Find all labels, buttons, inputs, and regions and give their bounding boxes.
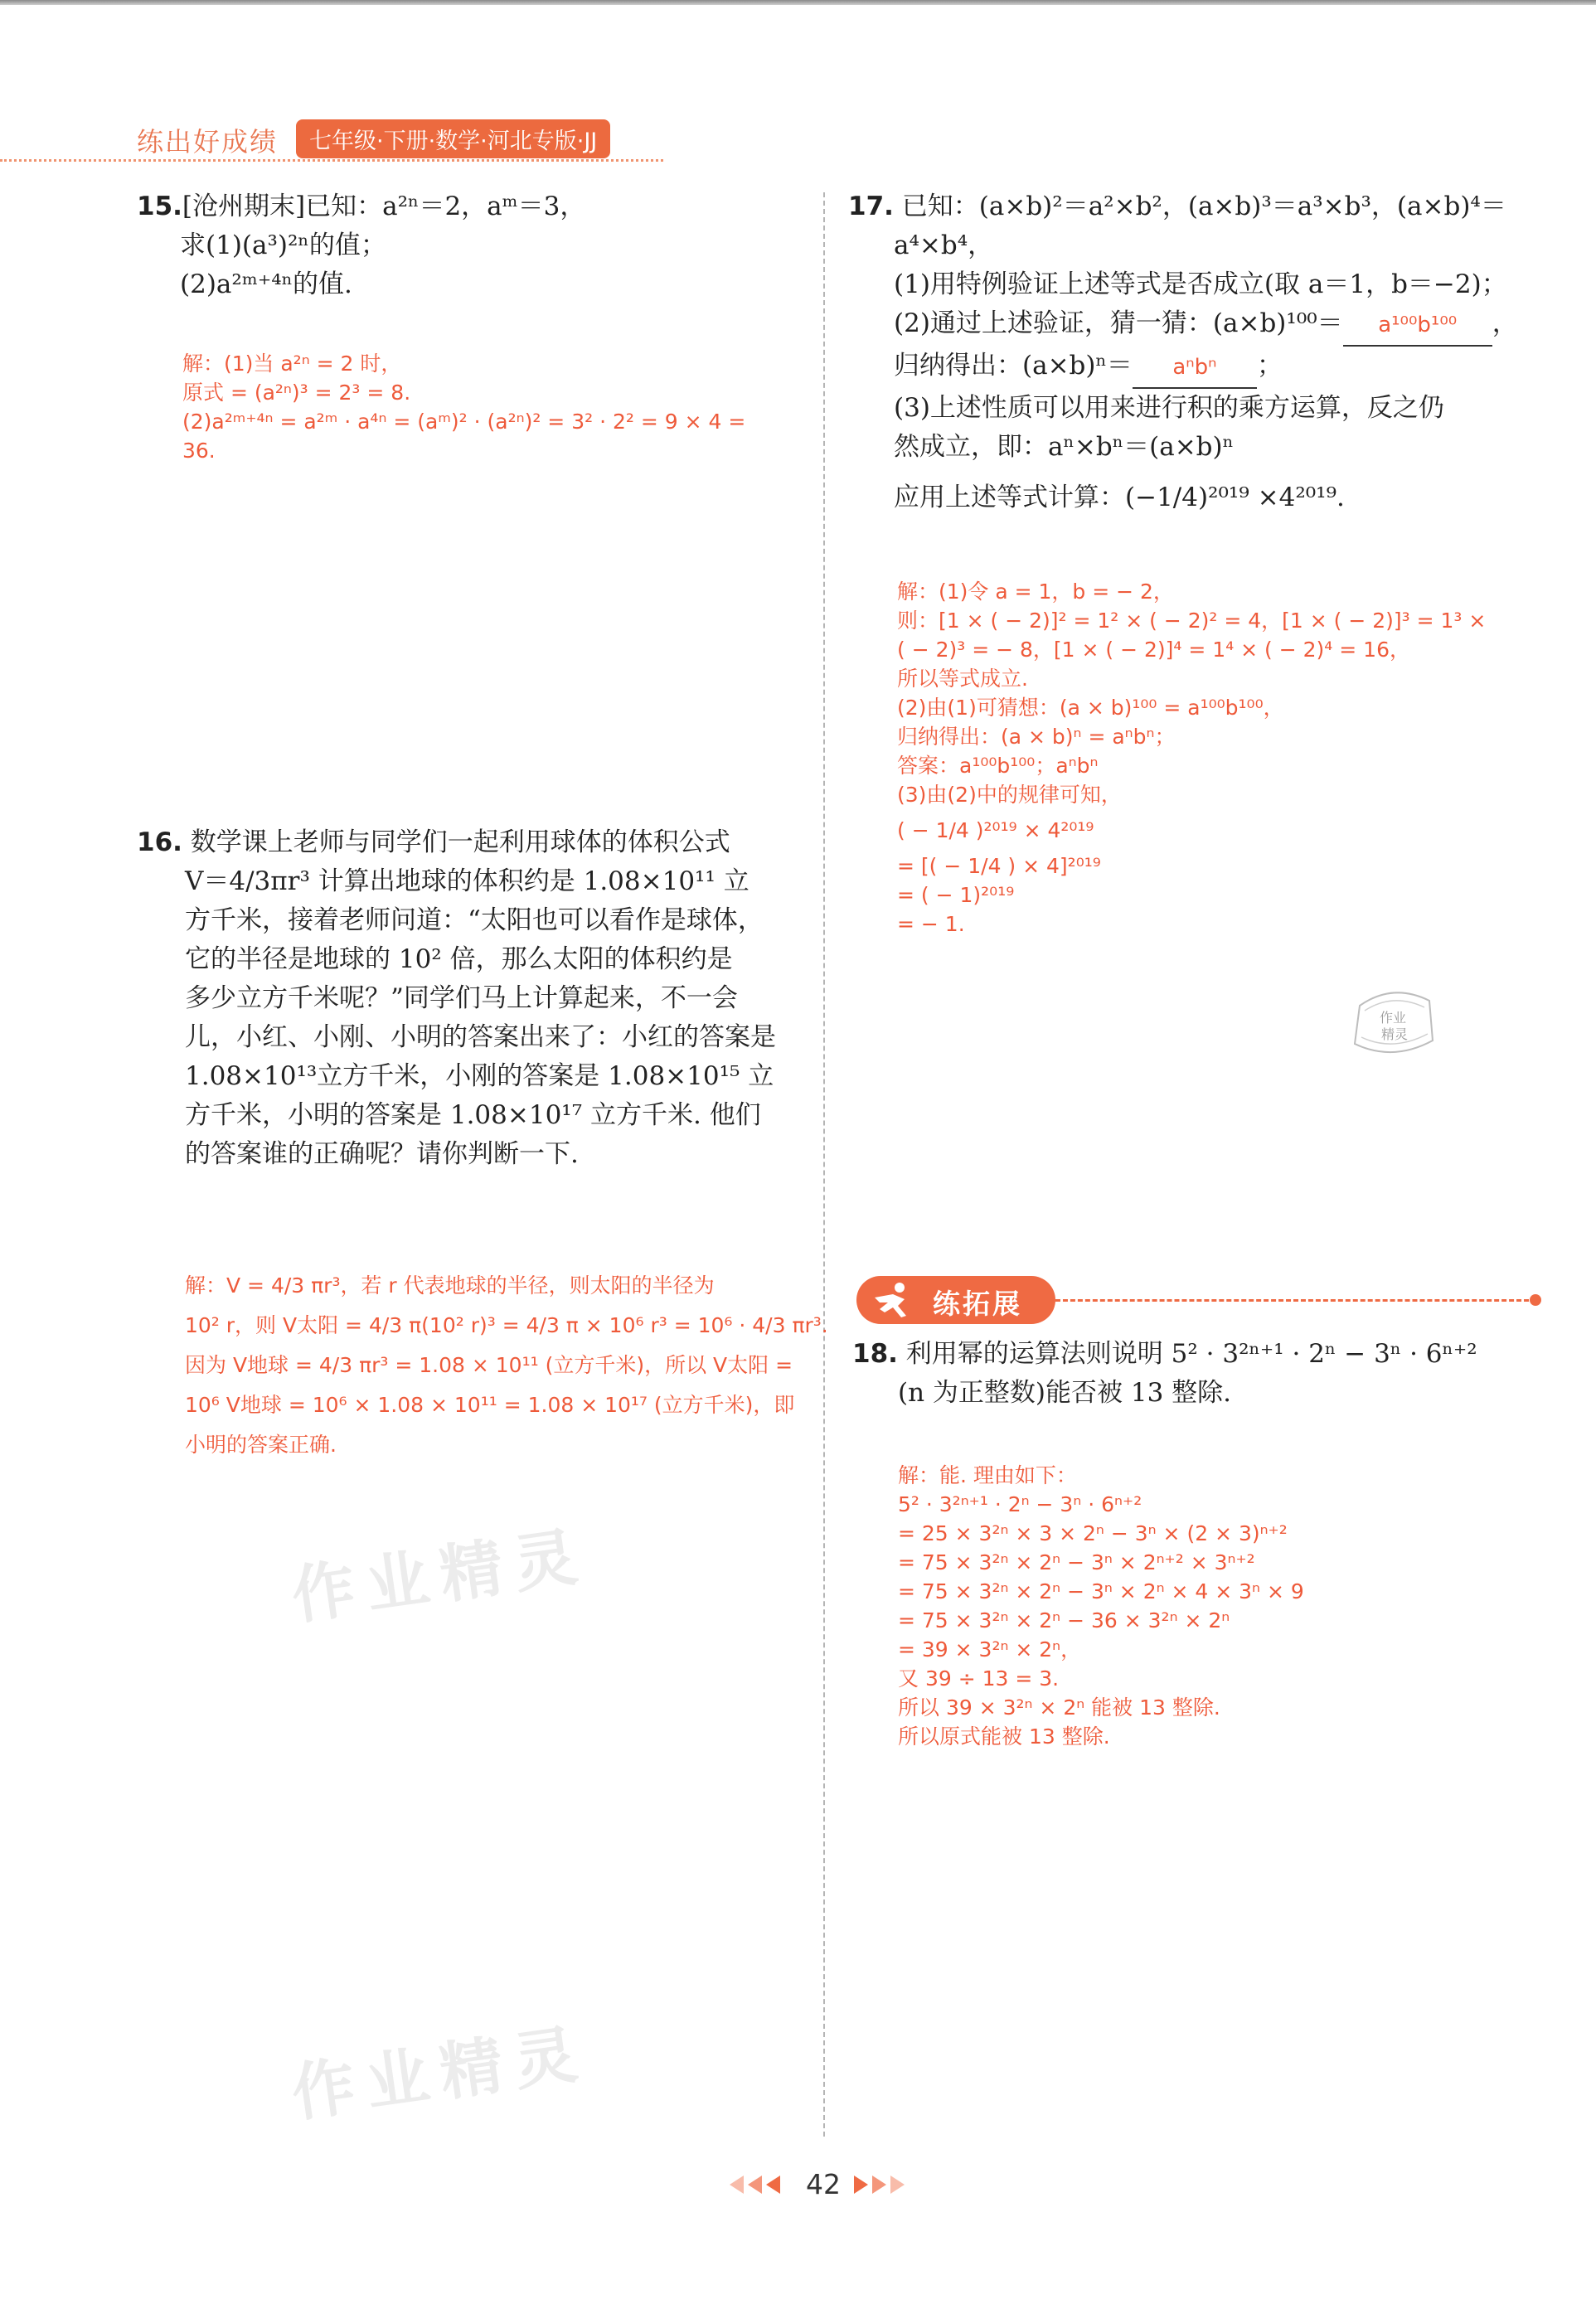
question-line: (3)上述性质可以用来进行积的乘方运算，反之仍	[894, 393, 1444, 423]
question-line: 求(1)(a³)²ⁿ的值；	[180, 230, 386, 260]
answer-line: 原式 = (a²ⁿ)³ = 2³ = 8.	[182, 381, 411, 405]
prev-arrow-icon	[766, 2176, 780, 2194]
question-15	[137, 187, 800, 304]
answer-line: 所以等式成立.	[897, 667, 1028, 691]
answer-line: = ( − 1)²⁰¹⁹	[897, 883, 1015, 907]
question-line: 儿，小红、小刚、小明的答案出来了：小红的答案是	[185, 1022, 776, 1052]
answer-line: (3)由(2)中的规律可知，	[897, 783, 1122, 807]
answer-line: 解：(1)令 a = 1，b = − 2，	[897, 580, 1174, 604]
question-number: 16.	[137, 827, 182, 857]
answer-line: 所以原式能被 13 整除.	[898, 1724, 1110, 1749]
question-line: 方千米，小明的答案是 1.08×10¹⁷ 立方千米. 他们	[185, 1100, 761, 1130]
question-line: (1)用特例验证上述等式是否成立(取 a＝1，b＝−2)；	[894, 269, 1507, 299]
question-line: a⁴×b⁴，	[894, 230, 994, 260]
question-line: 应用上述等式计算：(−1/4)²⁰¹⁹ ×4²⁰¹⁹.	[894, 483, 1345, 512]
banner-end-dot	[1530, 1294, 1541, 1306]
answer-line: = 75 × 3²ⁿ × 2ⁿ − 36 × 3²ⁿ × 2ⁿ	[898, 1608, 1230, 1632]
blank-answer-2: aⁿbⁿ	[1133, 348, 1257, 389]
section-banner	[856, 1273, 1520, 1331]
column-divider	[823, 192, 825, 2137]
answer-16	[185, 1266, 828, 1465]
answer-line: = − 1.	[897, 912, 965, 936]
question-18	[852, 1335, 1549, 1413]
question-number: 15.	[137, 192, 182, 221]
question-line: 数学课上老师与同学们一起利用球体的体积公式	[190, 827, 730, 857]
next-arrow-icon	[854, 2176, 868, 2194]
question-line: 1.08×10¹³立方千米，小刚的答案是 1.08×10¹⁵ 立	[185, 1061, 774, 1091]
answer-line: 10² r，则 V太阳 = 4/3 π(10² r)³ = 4/3 π × 10⁶ r³ = 10⁶ · 4/3 πr³.	[185, 1313, 828, 1337]
question-number: 17.	[848, 192, 894, 221]
question-line: 已知：a²ⁿ＝2，aᵐ＝3，	[305, 192, 586, 221]
banner-label: 练拓展	[933, 1288, 1022, 1320]
header-dotted-rule	[0, 159, 663, 162]
question-line: 它的半径是地球的 10² 倍，那么太阳的体积约是	[185, 944, 733, 974]
stamp-text-2: 精灵	[1380, 1026, 1409, 1042]
answer-line: 解：V = 4/3 πr³，若 r 代表地球的半径，则太阳的半径为	[185, 1273, 715, 1298]
question-line: 已知：(a×b)²＝a²×b²，(a×b)³＝a³×b³，(a×b)⁴＝	[901, 192, 1506, 221]
banner-dashed-line	[1055, 1299, 1536, 1302]
answer-17	[897, 577, 1486, 939]
question-16	[137, 823, 800, 1174]
brand-title: 练出好成绩	[137, 126, 279, 158]
answer-18	[898, 1461, 1304, 1751]
prev-arrow-icon	[730, 2176, 744, 2194]
answer-line: ( − 1/4 )²⁰¹⁹ × 4²⁰¹⁹	[897, 818, 1094, 842]
prev-arrow-icon	[748, 2176, 762, 2194]
next-arrow-icon	[890, 2176, 905, 2194]
answer-line: 解：能. 理由如下：	[898, 1463, 1077, 1487]
page-number: 42	[806, 2168, 841, 2200]
answer-line: 所以 39 × 3²ⁿ × 2ⁿ 能被 13 整除.	[898, 1695, 1220, 1720]
question-line: 然成立，即：aⁿ×bⁿ＝(a×b)ⁿ	[894, 432, 1235, 462]
answer-line: 36.	[182, 439, 216, 463]
answer-line: = [( − 1/4 ) × 4]²⁰¹⁹	[897, 854, 1101, 878]
answer-line: 10⁶ V地球 = 10⁶ × 1.08 × 10¹¹ = 1.08 × 10¹⁷ (立方千米)，即	[185, 1393, 795, 1417]
answer-line: 归纳得出：(a × b)ⁿ = aⁿbⁿ；	[897, 725, 1176, 749]
stamp-icon	[1343, 982, 1443, 1062]
stamp-text-1: 作业	[1379, 1010, 1407, 1026]
answer-line: 小明的答案正确.	[185, 1433, 337, 1457]
question-line: V＝4/3πr³ 计算出地球的体积约是 1.08×10¹¹ 立	[185, 866, 749, 896]
question-line: 多少立方千米呢？”同学们马上计算起来，不一会	[185, 983, 738, 1013]
answer-line: 答案：a¹⁰⁰b¹⁰⁰；aⁿbⁿ	[897, 754, 1099, 778]
question-17: 17. 已知：(a×b)²＝a²×b²，(a×b)³＝a³×b³，(a×b)⁴＝ a⁴×b⁴， (1)用特例验证上述等式是否成立(取 a＝1，b＝−2)； (2)通过上述验证，猜一猜：(a×b)¹⁰⁰＝ a¹⁰⁰b¹⁰⁰ ， 归纳得出：(a×b)ⁿ＝ aⁿbⁿ ； (3)上述性质可以用来进行积的乘方运算，反之仍 然成立，即：aⁿ×bⁿ＝(a×b)ⁿ 应用上述等式计算：(−1/4)²⁰¹⁹ ×4²⁰¹⁹.	[848, 187, 1545, 517]
answer-line: ( − 2)³ = − 8，[1 × ( − 2)]⁴ = 1⁴ × ( − 2)⁴ = 16，	[897, 638, 1410, 662]
answer-line: 5² · 3²ⁿ⁺¹ · 2ⁿ − 3ⁿ · 6ⁿ⁺²	[898, 1492, 1142, 1516]
runner-icon	[868, 1281, 918, 1319]
answer-line: 又 39 ÷ 13 = 3.	[898, 1666, 1060, 1691]
page-indicator	[730, 2168, 929, 2201]
answer-line: = 25 × 3²ⁿ × 3 × 2ⁿ − 3ⁿ × (2 × 3)ⁿ⁺²	[898, 1521, 1288, 1545]
blank-answer-1: a¹⁰⁰b¹⁰⁰	[1343, 306, 1492, 347]
answer-15	[182, 349, 745, 465]
question-line: (2)通过上述验证，猜一猜：(a×b)¹⁰⁰＝	[894, 308, 1343, 338]
answer-line: (2)由(1)可猜想：(a × b)¹⁰⁰ = a¹⁰⁰b¹⁰⁰，	[897, 696, 1284, 720]
answer-line: = 39 × 3²ⁿ × 2ⁿ，	[898, 1637, 1082, 1661]
answer-line: (2)a²ᵐ⁺⁴ⁿ = a²ᵐ · a⁴ⁿ = (aᵐ)² · (a²ⁿ)² = 3² · 2² = 9 × 4 =	[182, 410, 746, 434]
question-line: (2)a²ᵐ⁺⁴ⁿ的值.	[180, 269, 352, 299]
question-source: [沧州期末]	[182, 192, 306, 221]
question-line: (n 为正整数)能否被 13 整除.	[898, 1378, 1232, 1408]
question-line: 利用幂的运算法则说明 5² · 3²ⁿ⁺¹ · 2ⁿ − 3ⁿ · 6ⁿ⁺²	[905, 1339, 1477, 1369]
watermark: 作业精灵	[287, 1518, 594, 1633]
book-badge: 七年级·下册·数学·河北专版·JJ	[296, 119, 610, 158]
answer-line: = 75 × 3²ⁿ × 2ⁿ − 3ⁿ × 2ⁿ × 4 × 3ⁿ × 9	[898, 1579, 1304, 1603]
question-line: 方千米，接着老师问道：“太阳也可以看作是球体，	[185, 905, 764, 935]
answer-line: 解：(1)当 a²ⁿ = 2 时，	[182, 352, 402, 376]
next-arrow-icon	[872, 2176, 886, 2194]
answer-line: = 75 × 3²ⁿ × 2ⁿ − 3ⁿ × 2ⁿ⁺² × 3ⁿ⁺²	[898, 1550, 1255, 1574]
question-number: 18.	[852, 1339, 898, 1369]
question-line: 的答案谁的正确呢？请你判断一下.	[185, 1139, 579, 1169]
answer-line: 因为 V地球 = 4/3 πr³ = 1.08 × 10¹¹ (立方千米)，所以 V太阳 =	[185, 1353, 793, 1377]
watermark: 作业精灵	[287, 2016, 594, 2131]
top-edge	[0, 0, 1596, 5]
question-line: 归纳得出：(a×b)ⁿ＝	[894, 351, 1133, 381]
answer-line: 则：[1 × ( − 2)]² = 1² × ( − 2)² = 4，[1 × ( − 2)]³ = 1³ ×	[897, 609, 1487, 633]
